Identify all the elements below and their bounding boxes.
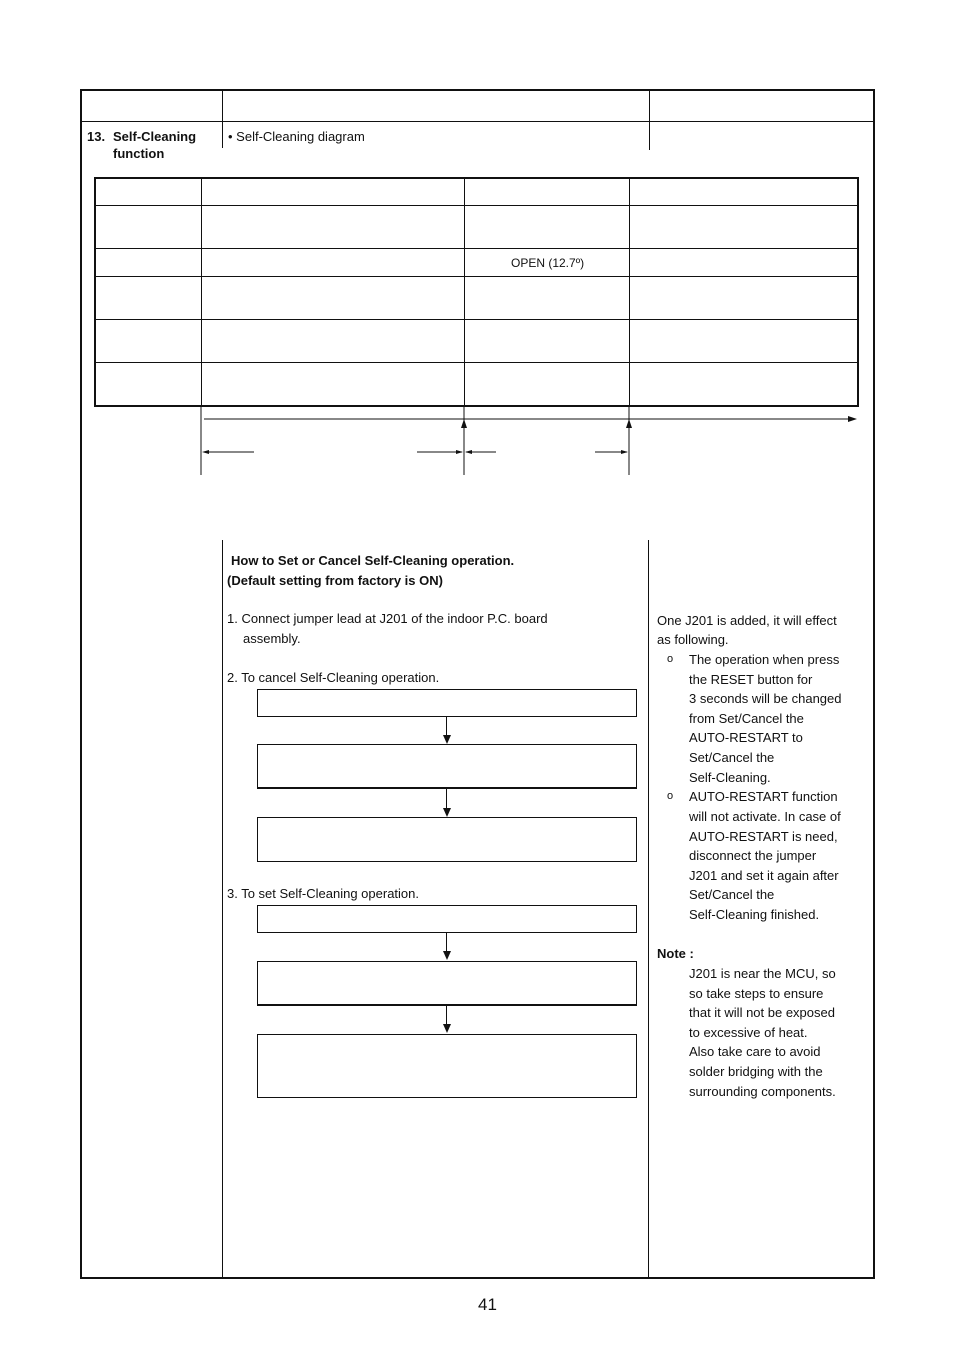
cancel-flow-connector-2 [446, 789, 447, 809]
bullet2-line4: disconnect the jumper [689, 848, 817, 863]
note-line7: surrounding components. [689, 1084, 836, 1099]
note-line1: J201 is near the MCU, so [689, 966, 836, 981]
diagram-row-line-1 [95, 205, 858, 206]
page-number: 41 [478, 1295, 497, 1314]
header-row-divider [81, 121, 874, 122]
diagram-col-line-3 [629, 178, 630, 406]
set-flow-connector-1 [446, 933, 447, 952]
bullet1-line2: the RESET button for [689, 672, 813, 687]
notes-intro-line2: as following. [657, 632, 729, 647]
bullet2-line5: J201 and set it again after [689, 868, 839, 883]
cancel-flow-arrow-2 [443, 808, 451, 817]
section-title-line1: Self-Cleaning [113, 129, 197, 144]
diagram-row-line-5 [95, 362, 858, 363]
cancel-flow-connector-1 [446, 717, 447, 736]
cancel-flow-box-1 [257, 689, 637, 717]
lower-column-divider-right [648, 540, 649, 1278]
bullet1-line5: AUTO-RESTART to [689, 730, 803, 745]
notes-intro-line1: One J201 is added, it will effect [657, 613, 837, 628]
set-flow-arrow-2 [443, 1024, 451, 1033]
note-line3: that it will not be exposed [689, 1005, 835, 1020]
column-divider-right-top [649, 90, 650, 150]
diagram-row-line-2 [95, 248, 858, 249]
bullet2-line2: will not activate. In case of [689, 809, 841, 824]
bullet2-line3: AUTO-RESTART is need, [689, 829, 838, 844]
diagram-col-line-2 [464, 178, 465, 406]
cancel-flow-box-2 [257, 744, 637, 789]
note-line2: so take steps to ensure [689, 986, 824, 1001]
cancel-flow-arrow-1 [443, 735, 451, 744]
step2-label: 2. To cancel Self-Cleaning operation. [227, 670, 440, 685]
bullet2-line1: AUTO-RESTART function [689, 789, 838, 804]
bullet-circle-2: o [667, 790, 674, 802]
bullet1-line7: Self-Cleaning. [689, 770, 771, 785]
howto-heading: How to Set or Cancel Self-Cleaning operation. [231, 553, 515, 568]
section-title-line2: function [113, 146, 165, 161]
set-flow-arrow-1 [443, 951, 451, 960]
step1-line1: 1. Connect jumper lead at J201 of the indoor P.C. board [227, 611, 548, 626]
self-cleaning-diagram [94, 177, 859, 407]
howto-subheading: (Default setting from factory is ON) [227, 573, 443, 588]
set-flow-box-2 [257, 961, 637, 1006]
bullet1-line6: Set/Cancel the [689, 750, 775, 765]
bullet1-line1: The operation when press [689, 652, 840, 667]
set-flow-connector-2 [446, 1006, 447, 1025]
note-line4: to excessive of heat. [689, 1025, 808, 1040]
cancel-flow-box-3 [257, 817, 637, 862]
lower-column-divider-left [222, 540, 223, 1278]
diagram-timeline [190, 405, 870, 480]
diagram-bullet: • Self-Cleaning diagram [228, 129, 365, 144]
set-flow-box-1 [257, 905, 637, 933]
bullet2-line7: Self-Cleaning finished. [689, 907, 820, 922]
bullet1-line3: 3 seconds will be changed [689, 691, 842, 706]
bullet2-line6: Set/Cancel the [689, 887, 775, 902]
diagram-row-line-4 [95, 319, 858, 320]
set-flow-box-3 [257, 1034, 637, 1098]
step3-label: 3. To set Self-Cleaning operation. [227, 886, 419, 901]
diagram-row-line-3 [95, 276, 858, 277]
section-number: 13. [87, 129, 106, 144]
step1-line2: assembly. [243, 631, 301, 646]
bullet-circle-1: o [667, 653, 674, 665]
column-divider-left-top [222, 90, 223, 148]
louver-open-label: OPEN (12.7º) [511, 256, 585, 270]
note-line5: Also take care to avoid [689, 1044, 821, 1059]
bullet1-line4: from Set/Cancel the [689, 711, 804, 726]
diagram-col-line-1 [201, 178, 202, 406]
note-label: Note : [657, 946, 694, 961]
note-line6: solder bridging with the [689, 1064, 823, 1079]
